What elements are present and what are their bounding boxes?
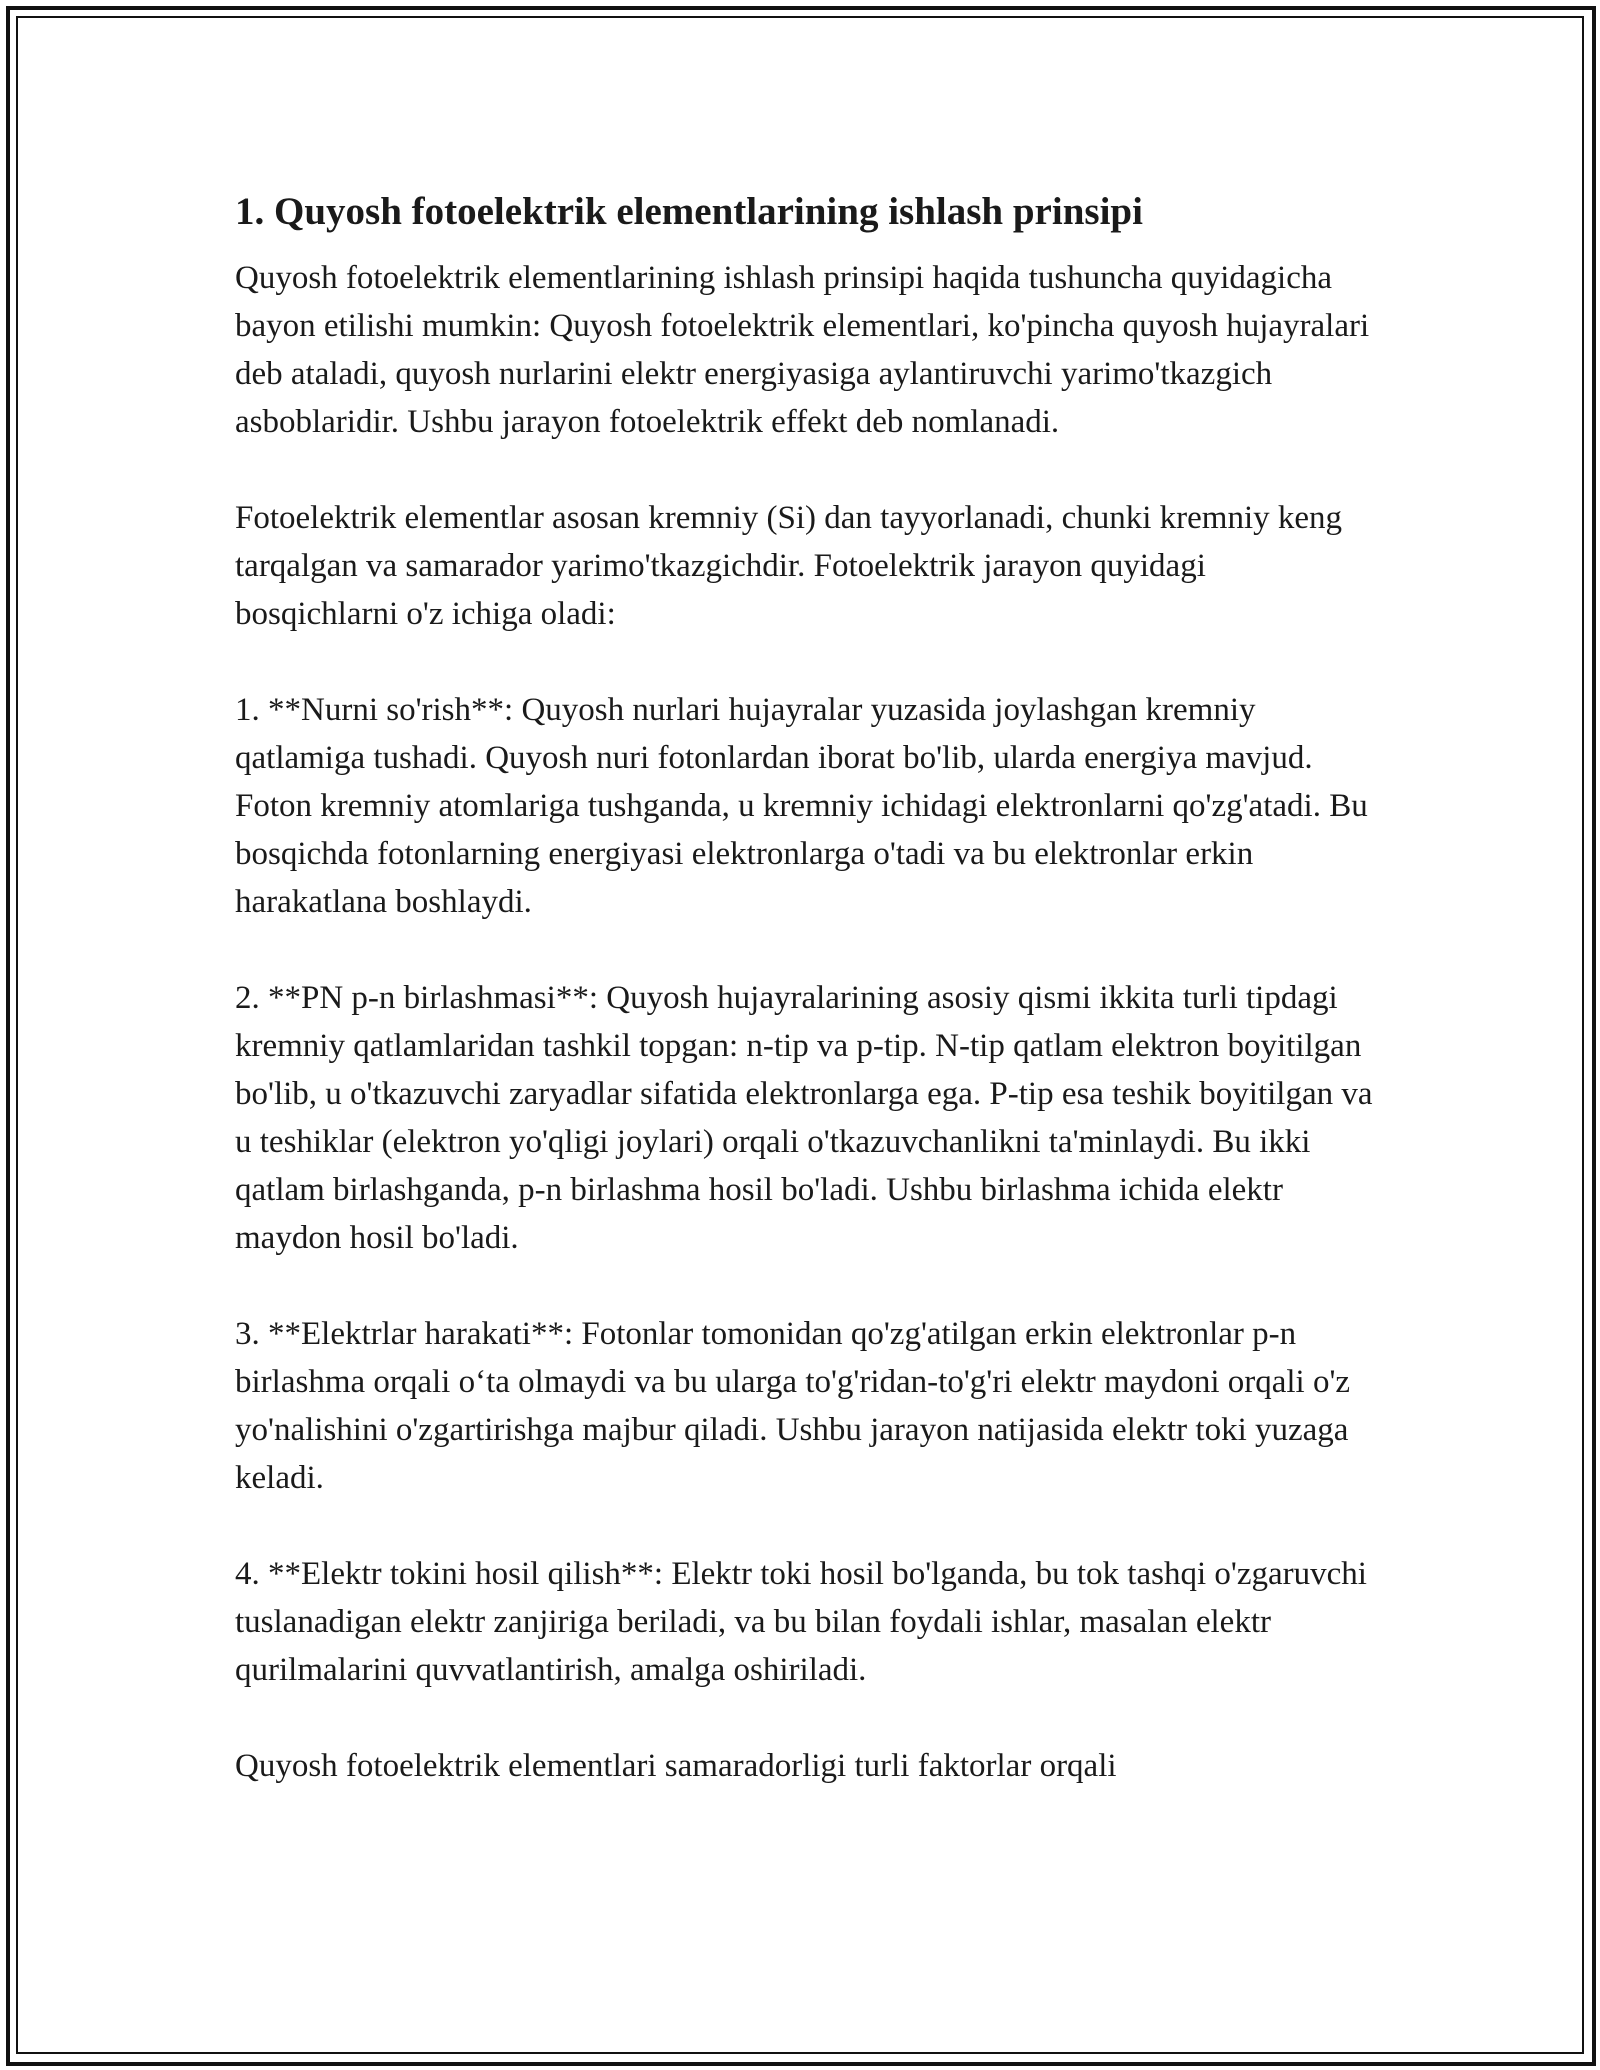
- document-body: [235, 186, 1375, 1790]
- section-heading: 1. Quyosh fotoelektrik elementlarining ishlash prinsipi: [235, 190, 1143, 233]
- paragraph-step-1: 1. **Nurni so'rish**: Quyosh nurlari hujayralar yuzasida joylashgan kremniy qatlamiga tushadi. Quyosh nuri fotonlardan iborat bo'lib, ularda energiya mavjud. Foton kremniy atomlariga tushganda, u kremniy ichidagi elektronlarni qo'zg'atadi. Bu bosqichda fotonlarning energiyasi elektronlarga o'tadi va bu elektronlar erkin harakatlana boshlaydi.: [235, 692, 1368, 920]
- paragraph-intro: Quyosh fotoelektrik elementlarining ishlash prinsipi haqida tushuncha quyidagicha bayon etilishi mumkin: Quyosh fotoelektrik elementlari, ko'pincha quyosh hujayralari deb ataladi, quyosh nurlarini elektr energiyasiga aylantiruvchi yarimo'tkazgich asboblaridir. Ushbu jarayon fotoelektrik effekt deb nomlanadi.: [235, 260, 1370, 440]
- paragraph-step-4: 4. **Elektr tokini hosil qilish**: Elektr toki hosil bo'lganda, bu tok tashqi o'zgaruvchi tuslanadigan elektr zanjiriga beriladi, va bu bilan foydali ishlar, masalan elektr qurilmalarini quvvatlantirish, amalga oshiriladi.: [235, 1556, 1367, 1688]
- paragraph-material: Fotoelektrik elementlar asosan kremniy (Si) dan tayyorlanadi, chunki kremniy keng tarqalgan va samarador yarimo'tkazgichdir. Fotoelektrik jarayon quyidagi bosqichlarni o'z ichiga oladi:: [235, 500, 1343, 632]
- paragraph-step-2: 2. **PN p-n birlashmasi**: Quyosh hujayralarining asosiy qismi ikkita turli tipdagi kremniy qatlamlaridan tashkil topgan: n-tip va p-tip. N-tip qatlam elektron boyitilgan bo'lib, u o'tkazuvchi zaryadlar sifatida elektronlarga ega. P-tip esa teshik boyitilgan va u teshiklar (elektron yo'qligi joylari) orqali o'tkazuvchanlikni ta'minlaydi. Bu ikki qatlam birlashganda, p-n birlashma hosil bo'ladi. Ushbu birlashma ichida elektr maydon hosil bo'ladi.: [235, 980, 1373, 1256]
- paragraph-closing: Quyosh fotoelektrik elementlari samaradorligi turli faktorlar orqali: [235, 1748, 1117, 1784]
- paragraph-step-3: 3. **Elektrlar harakati**: Fotonlar tomonidan qo'zg'atilgan erkin elektronlar p-n birlashma orqali o‘ta olmaydi va bu ularga to'g'ridan-to'g'ri elektr maydoni orqali o'z yo'nalishini o'zgartirishga majbur qiladi. Ushbu jarayon natijasida elektr toki yuzaga keladi.: [235, 1316, 1351, 1496]
